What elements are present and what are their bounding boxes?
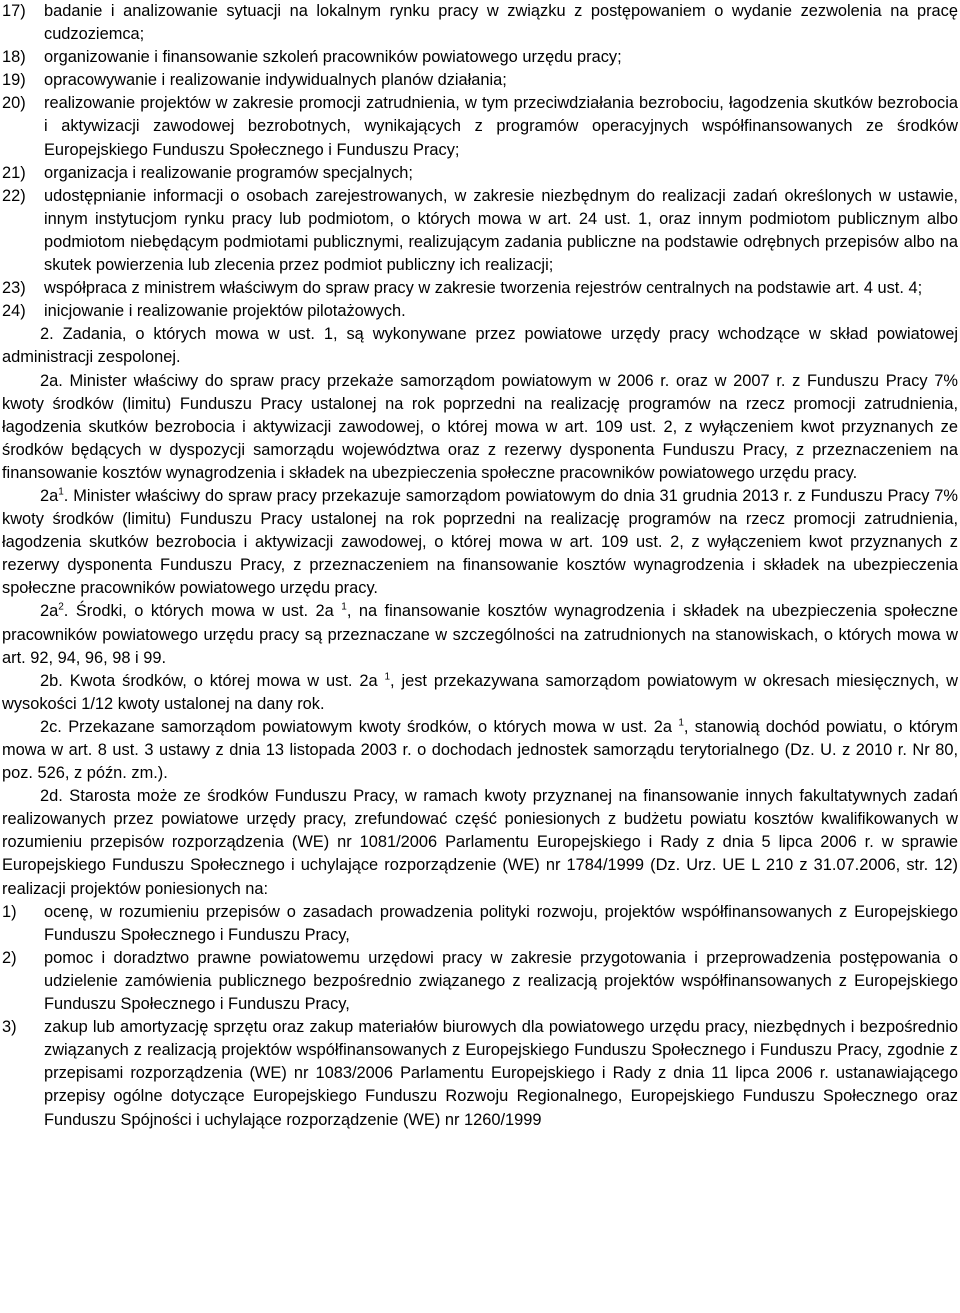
paragraph-label-base: 2a <box>40 602 59 621</box>
paragraph-label: 2b. <box>40 671 63 690</box>
paragraph-text: Kwota środków, o której mowa w ust. 2a <box>69 671 385 690</box>
cost-list <box>2 901 958 1132</box>
list-item-text: inicjowanie i realizowanie projektów pilotażowych. <box>44 302 406 321</box>
list-item-17 <box>2 0 958 46</box>
paragraph-text: . Minister właściwy do spraw pracy przekazuje samorządom powiatowym do dnia 31 grudnia 2013 r. z Funduszu Pracy 7% kwoty środków (limitu) Funduszu Pracy ustalonej na rok poprzedni na realizację programów na rzecz promocji zatrudnienia, łagodzenia skutków bezrobocia i aktywizacji zawodowej, o której mowa w art. 109 ust. 2, z wyłączeniem kwot przyznanych z rezerwy dysponenta Funduszu Pracy, z przeznaczeniem na finansowanie kosztów wynagrodzenia i składek na ubezpieczenia społeczne pracowników powiatowego urzędu pracy. <box>2 486 958 598</box>
list-item-number: 20) <box>2 94 26 113</box>
reference-superscript: 1 <box>341 601 347 613</box>
list-item-22 <box>2 185 958 277</box>
list-item-number: 1) <box>2 902 17 921</box>
paragraph-text-continued: , stanowią dochód powiatu, o którym mowa w art. 8 ust. 3 ustawy z dnia 13 listopada 2003 r. o dochodach jednostek samorządu terytorialnego (Dz. U. z 2010 r. Nr 80, poz. 526, z późn. zm.). <box>2 717 959 783</box>
list-item-21 <box>2 162 958 185</box>
list-item-20 <box>2 92 958 161</box>
paragraph-2a1 <box>2 485 958 600</box>
paragraph-text: Zadania, o których mowa w ust. 1, są wykonywane przez powiatowe urzędy pracy wchodzące w skład powiatowej administracji zespolonej. <box>2 325 958 367</box>
paragraph-2a <box>2 370 958 485</box>
list-item-text: pomoc i doradztwo prawne powiatowemu urzędowi pracy w zakresie przygotowania i przeprowadzenia postępowania o udzielenie zamówienia publicznego bezpośrednio związanego z realizacją projektów współfinansowanych z Europejskiego Funduszu Społecznego i Funduszu Pracy, <box>44 948 958 1014</box>
paragraph-text: . Środki, o których mowa w ust. 2a <box>63 602 342 621</box>
paragraph-text: Przekazane samorządom powiatowym kwoty środków, o których mowa w ust. 2a <box>68 717 679 736</box>
list-item-number: 2) <box>2 948 17 967</box>
paragraph-label-superscript: 1 <box>58 486 64 498</box>
paragraph-2d <box>2 785 958 900</box>
list-item-text: organizowanie i finansowanie szkoleń pracowników powiatowego urzędu pracy; <box>44 48 622 67</box>
list-item-24 <box>2 300 958 323</box>
list-item-19 <box>2 69 958 92</box>
list-item-number: 21) <box>2 163 26 182</box>
list-item-2 <box>2 947 958 1016</box>
paragraph-label: 2c. <box>40 717 62 736</box>
paragraph-text-continued: , na finansowanie kosztów wynagrodzenia i składek na ubezpieczenia społeczne pracowników powiatowego urzędu pracy są przeznaczane w szczególności na zatrudnionych na stanowiskach, o których mowa w art. 92, 94, 96, 98 i 99. <box>2 602 958 667</box>
list-item-number: 3) <box>2 1018 17 1037</box>
list-item-number: 18) <box>2 48 26 67</box>
paragraph-2a2 <box>2 600 958 669</box>
paragraph-2b <box>2 670 958 716</box>
list-item-23 <box>2 277 958 300</box>
paragraph-label <box>40 487 64 505</box>
list-item-number: 23) <box>2 279 26 298</box>
paragraph-label <box>40 602 64 620</box>
reference-superscript: 1 <box>678 717 684 729</box>
paragraph-text: Starosta może ze środków Funduszu Pracy, w ramach kwoty przyznanej na finansowanie innych fakultatywnych zadań realizowanych przez powiatowe urzędy pracy, zrefundować część poniesionych z budżetu powiatu kosztów kwalifikowanych w rozumieniu przepisów rozporządzenia (WE) nr 1081/2006 Parlamentu Europejskiego i Rady z dnia 5 lipca 2006 r. w sprawie Europejskiego Funduszu Społecznego i uchylające rozporządzenie (WE) nr 1784/1999 (Dz. Urz. UE L 210 z 31.07.2006, str. 12) realizacji projektów poniesionych na: <box>2 787 958 898</box>
paragraph-label-superscript: 2 <box>58 601 64 613</box>
list-item-text: organizacja i realizowanie programów specjalnych; <box>44 163 413 182</box>
paragraph-2 <box>2 323 958 369</box>
list-item-1 <box>2 901 958 947</box>
paragraph-label-base: 2a <box>40 486 59 505</box>
paragraph-text-continued: , jest przekazywana samorządom powiatowym w okresach miesięcznych, w wysokości 1/12 kwoty ustalonej na dany rok. <box>2 671 958 713</box>
list-item-3 <box>2 1016 958 1131</box>
list-item-text: współpraca z ministrem właściwym do spraw pracy w zakresie tworzenia rejestrów centralnych na podstawie art. 4 ust. 4; <box>44 279 923 298</box>
list-item-number: 19) <box>2 71 26 90</box>
task-list-continued <box>2 0 958 323</box>
reference-superscript: 1 <box>384 671 391 683</box>
list-item-text: badanie i analizowanie sytuacji na lokalnym rynku pracy w związku z postępowaniem o wydanie zezwolenia na pracę cudzoziemca; <box>44 2 958 44</box>
paragraph-label: 2d. <box>40 787 63 806</box>
list-item-number: 17) <box>2 2 26 20</box>
paragraph-text: Minister właściwy do spraw pracy przekaże samorządom powiatowym w 2006 r. oraz w 2007 r. z Funduszu Pracy 7% kwoty środków (limitu) Funduszu Pracy ustalonej na rok poprzedni na realizację programów na rzecz promocji zatrudnienia, łagodzenia skutków bezrobocia i aktywizacji zawodowej, o której mowa w art. 109 ust. 2, z wyłączeniem kwot przyznanych ze środków będących w dyspozycji samorządu województwa oraz z rezerwy dysponenta Funduszu Pracy, z przeznaczeniem na finansowanie kosztów wynagrodzenia i składek na ubezpieczenia społeczne pracowników powiatowego urzędu pracy. <box>2 371 958 482</box>
paragraph-2c <box>2 716 958 785</box>
list-item-text: ocenę, w rozumieniu przepisów o zasadach prowadzenia polityki rozwoju, projektów współfinansowanych z Europejskiego Funduszu Społecznego i Funduszu Pracy, <box>44 902 958 944</box>
list-item-text: opracowywanie i realizowanie indywidualnych planów działania; <box>44 71 507 90</box>
list-item-18 <box>2 46 958 69</box>
list-item-text: udostępnianie informacji o osobach zarejestrowanych, w zakresie niezbędnym do realizacji zadań określonych w ustawie, innym instytucjom rynku pracy lub podmiotom, o których mowa w art. 24 ust. 1, oraz innym podmiotom publicznym albo podmiotom niebędącym podmiotami publicznymi, realizującym zadania publiczne na podstawie odrębnych przepisów albo na skutek powierzenia lub zlecenia przez podmiot publiczny ich realizacji; <box>44 186 958 275</box>
paragraph-label: 2a. <box>40 371 63 390</box>
list-item-text: zakup lub amortyzację sprzętu oraz zakup materiałów biurowych dla powiatowego urzędu pracy, niezbędnych i bezpośrednio związanych z realizacją projektów współfinansowanych z Europejskiego Funduszu Społecznego i Funduszu Pracy, zgodnie z przepisami rozporządzenia (WE) nr 1083/2006 Parlamentu Europejskiego i Rady z dnia 11 lipca 2006 r. ustanawiającego przepisy ogólne dotyczące Europejskiego Funduszu Rozwoju Regionalnego, Europejskiego Funduszu Społecznego oraz Funduszu Spójności i uchylające rozporządzenie (WE) nr 1260/1999 <box>44 1018 958 1129</box>
list-item-text: realizowanie projektów w zakresie promocji zatrudnienia, w tym przeciwdziałania bezrobociu, łagodzenia skutków bezrobocia i aktywizacji zawodowej bezrobotnych, wynikających z programów operacyjnych współfinansowanych ze środków Europejskiego Funduszu Społecznego i Funduszu Pracy; <box>44 94 958 159</box>
paragraph-label: 2. <box>40 325 54 344</box>
list-item-number: 22) <box>2 186 26 205</box>
list-item-number: 24) <box>2 302 26 321</box>
